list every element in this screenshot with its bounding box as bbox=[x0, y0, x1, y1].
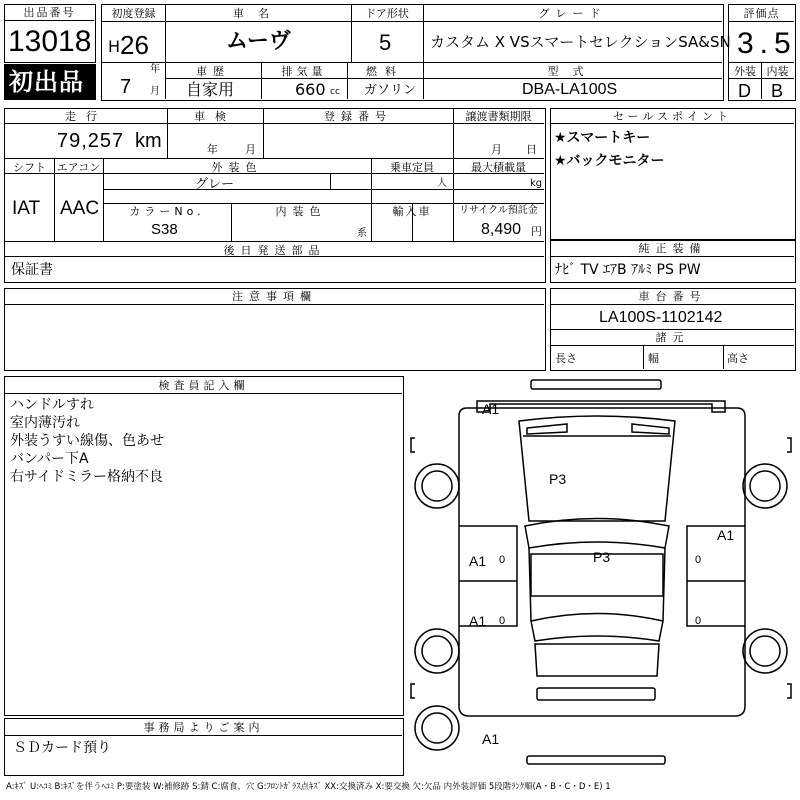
model-label: 型式 bbox=[547, 65, 598, 78]
mileage: 79,257 bbox=[57, 130, 125, 152]
chassis-box bbox=[550, 288, 796, 371]
lot-number: 13018 bbox=[8, 25, 92, 58]
interior-label: 内装 bbox=[766, 65, 789, 78]
front-bumper-shape bbox=[531, 380, 661, 389]
lot-number-box bbox=[4, 4, 96, 63]
displacement-label: 排気量 bbox=[281, 65, 327, 78]
history-label: 車歴 bbox=[196, 65, 230, 78]
mark-roof: P3 bbox=[593, 549, 611, 565]
car-name: ムーヴ bbox=[226, 29, 291, 54]
mark-left-front-door: A1 bbox=[469, 553, 487, 569]
damage-legend: A:ｷｽﾞ U:ﾍｺﾐ B:ｷｽﾞを伴うﾍｺﾐ P:要塗装 W:補修跡 S:錆 C:腐食、穴 G:ﾌﾛﾝﾄｶﾞﾗｽ点ｷｽﾞ XX:交換済み X:要交換 欠:欠品 内外装評価 5段階ﾗﾝｸ順(A・B・C・D・E) 1 bbox=[6, 782, 611, 792]
equipment-box bbox=[550, 240, 796, 283]
rear-window-shape bbox=[531, 614, 663, 642]
reg-no-label: 登録番号 bbox=[324, 110, 392, 123]
car-damage-diagram bbox=[407, 376, 797, 776]
grade: カスタム X VSスマートセレクションSA&SN bbox=[430, 33, 731, 51]
score: 3.5 bbox=[737, 27, 797, 60]
air-conditioner: AAC bbox=[60, 198, 100, 219]
chassis-label: 車台番号 bbox=[638, 290, 707, 303]
height-label: 高さ bbox=[727, 352, 749, 365]
era: H bbox=[108, 37, 121, 56]
lot-number-label: 出品番号 bbox=[23, 6, 76, 19]
recycle-label: リサイクル預託金 bbox=[459, 205, 538, 216]
exterior-label: 外装 bbox=[734, 65, 756, 78]
inspection-label: 車検 bbox=[194, 110, 236, 123]
sales-point-1: ★スマートキー bbox=[554, 130, 651, 146]
hood-shape bbox=[519, 416, 675, 521]
windshield-shape bbox=[525, 519, 669, 549]
capacity-label: 乗車定員 bbox=[390, 161, 434, 174]
transfer-deadline-label: 譲渡書類期限 bbox=[465, 110, 532, 123]
inspector-label: 検査員記入欄 bbox=[158, 379, 249, 392]
first-reg-year: 26 bbox=[120, 30, 149, 60]
history: 自家用 bbox=[186, 80, 235, 99]
header-box: 初度登録 H 26 年 7 月 車名 ムーヴ ドア形状 5 グレード カスタム X VSスマートセレクションSA&SN 車歴 自家用 排気量 660 cc 燃料 ガソリン 型式 DBA-LA100S bbox=[101, 4, 724, 101]
zero-mark-right-front: 0 bbox=[695, 554, 702, 566]
mark-left-rear-door: A1 bbox=[469, 613, 487, 629]
ext-color-label: 外装色 bbox=[211, 161, 263, 174]
inspector-line-1: ハンドルすれ bbox=[10, 397, 94, 413]
width-label: 幅 bbox=[648, 352, 659, 365]
sales-points-box bbox=[550, 108, 796, 240]
equipment-list: ﾅﾋﾞ TV ｴｱB ｱﾙﾐ PS PW bbox=[555, 262, 701, 278]
office-message: ＳＤカード預り bbox=[13, 740, 111, 756]
specs-box: 走行 79,257 km 車検 年 月 登録番号 譲渡書類期限 月 日 シフト IAT エアコン AAC 外装色 グレー 乗車定員 人 最大積載量 kg カラーNo. S38 内装色 系 輸入車 リサイクル預託金 8,490 円 後日発送部品 保証書 bbox=[4, 108, 546, 283]
first-reg-label: 初度登録 bbox=[111, 7, 156, 20]
sales-point-2: ★バックモニター bbox=[554, 153, 665, 169]
rear-bumper-shape bbox=[537, 688, 655, 700]
recycle-fee: 8,490 bbox=[481, 221, 522, 238]
ext-color: グレー bbox=[195, 177, 235, 192]
first-reg-month: 7 bbox=[120, 76, 132, 98]
later-parts-label: 後日発送部品 bbox=[223, 244, 326, 257]
notes-box bbox=[4, 288, 546, 371]
door-label: ドア形状 bbox=[365, 7, 409, 20]
inspector-box bbox=[4, 376, 404, 716]
zero-mark-left-front: 0 bbox=[499, 554, 506, 566]
first-listing-badge: 初出品 bbox=[4, 64, 96, 100]
length-label: 長さ bbox=[555, 352, 577, 365]
color-no-label: カラーNo. bbox=[129, 205, 205, 218]
interior-grade: B bbox=[771, 81, 784, 101]
score-box bbox=[728, 4, 796, 101]
mark-right-door: A1 bbox=[717, 527, 735, 543]
later-parts: 保証書 bbox=[11, 262, 53, 278]
sales-points-label: セールスポイント bbox=[612, 110, 732, 123]
zero-mark-left-rear: 0 bbox=[499, 615, 506, 627]
mark-hood: P3 bbox=[549, 471, 567, 487]
grade-label: グレード bbox=[538, 7, 607, 20]
model-code: DBA-LA100S bbox=[522, 81, 618, 98]
car-name-label: 車名 bbox=[233, 7, 283, 20]
mileage-label: 走行 bbox=[65, 110, 107, 123]
inspector-line-2: 室内薄汚れ bbox=[10, 415, 80, 431]
ac-label: エアコン bbox=[56, 161, 101, 174]
office-label: 事務局よりご案内 bbox=[143, 721, 264, 734]
max-load-label: 最大積載量 bbox=[471, 161, 526, 174]
inspector-line-4: バンパー下A bbox=[10, 451, 89, 467]
shift-label: シフト bbox=[13, 161, 46, 174]
score-label: 評価点 bbox=[743, 7, 780, 20]
shift: IAT bbox=[12, 198, 41, 219]
front-panel-shape bbox=[477, 401, 725, 412]
mark-front: A1 bbox=[482, 401, 500, 417]
trunk-shape bbox=[535, 644, 659, 676]
import-label: 輸入車 bbox=[392, 205, 432, 218]
notes-label: 注意事項欄 bbox=[232, 290, 317, 303]
door-count: 5 bbox=[379, 30, 392, 55]
fuel: ガソリン bbox=[364, 83, 417, 98]
equipment-label: 純正装備 bbox=[638, 242, 707, 255]
int-color-label: 内装色 bbox=[275, 205, 327, 218]
inspector-line-3: 外装うすい線傷、色あせ bbox=[10, 433, 164, 449]
displacement: 660 bbox=[295, 80, 326, 99]
color-no: S38 bbox=[151, 221, 178, 238]
left-front-door-shape bbox=[459, 526, 517, 626]
inspector-line-5: 右サイドミラー格納不良 bbox=[10, 469, 164, 485]
fuel-label: 燃料 bbox=[366, 65, 404, 78]
zero-mark-right-rear: 0 bbox=[695, 615, 702, 627]
exterior-grade: D bbox=[738, 81, 751, 101]
chassis-number: LA100S-1102142 bbox=[599, 309, 723, 326]
dims-label: 諸元 bbox=[655, 331, 690, 344]
office-box bbox=[4, 718, 404, 776]
mark-rear: A1 bbox=[482, 731, 500, 747]
right-door-shape bbox=[687, 526, 745, 626]
